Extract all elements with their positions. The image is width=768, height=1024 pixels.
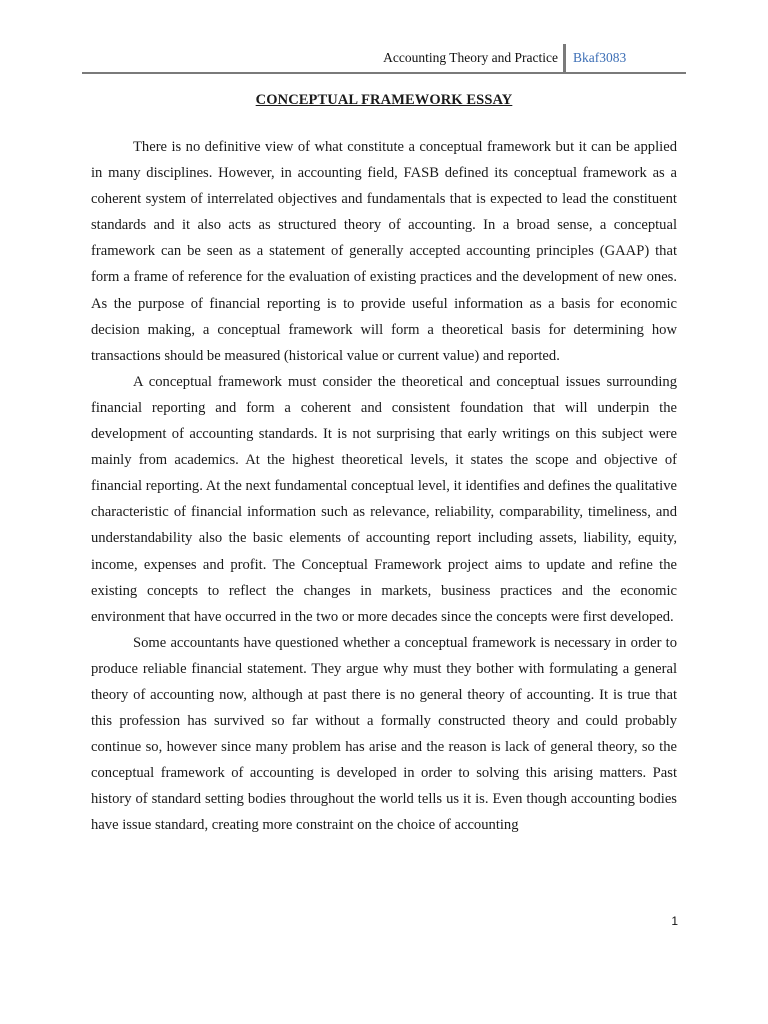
document-title: CONCEPTUAL FRAMEWORK ESSAY [255, 92, 513, 108]
paragraph: Some accountants have questioned whether a conceptual framework is necessary in order to produce reliable financial statement. They argue why must they bother with formulating a general theory of accounting now, although at past there is no general theory of accounting. It is true that this profession has survived so far without a formally constructed theory and could probably continue so, however since many problem has arise and the reason is lack of general theory, so the conceptual framework of accounting is developed in order to solving this arising matters. Past history of standard setting bodies throughout the world tells us it is. Even though accounting bodies have issue standard, creating more constraint on the choice of accounting [91, 634, 677, 834]
header-course-code: Bkaf3083 [573, 50, 627, 65]
paragraph: There is no definitive view of what constitute a conceptual framework but it can be applied in many disciplines. However, in accounting field, FASB defined its conceptual framework as a coherent system of interrelated objectives and fundamentals that is expected to lead the constituent standards and it also acts as structured theory of accounting. In a broad sense, a conceptual framework can be seen as a statement of generally accepted accounting principles (GAAP) that form a frame of reference for the evaluation of existing practices and the development of new ones. As the purpose of financial reporting is to provide useful information as a basis for economic decision making, a conceptual framework will form a theoretical basis for determining how transactions should be measured (historical value or current value) and reported. [91, 139, 677, 364]
header-rule [82, 72, 686, 74]
document-body [91, 134, 677, 839]
page-number: 1 [671, 914, 678, 928]
page-header [0, 44, 768, 74]
header-course-title: Accounting Theory and Practice [383, 50, 558, 65]
paragraph: A conceptual framework must consider the theoretical and conceptual issues surrounding financial reporting and form a coherent and consistent foundation that will underpin the development of accounting standards. It is not surprising that early writings on this subject were mainly from academics. At the highest theoretical levels, it states the scope and objective of financial reporting. At the next fundamental conceptual level, it identifies and defines the qualitative characteristic of financial information such as relevance, reliability, comparability, timeliness, and understandability also the basic elements of accounting report including assets, liability, equity, income, expenses and profit. The Conceptual Framework project aims to update and refine the existing concepts to reflect the changes in markets, business practices and the economic environment that have occurred in the two or more decades since the concepts were first developed. [91, 373, 677, 625]
header-divider [563, 44, 566, 74]
